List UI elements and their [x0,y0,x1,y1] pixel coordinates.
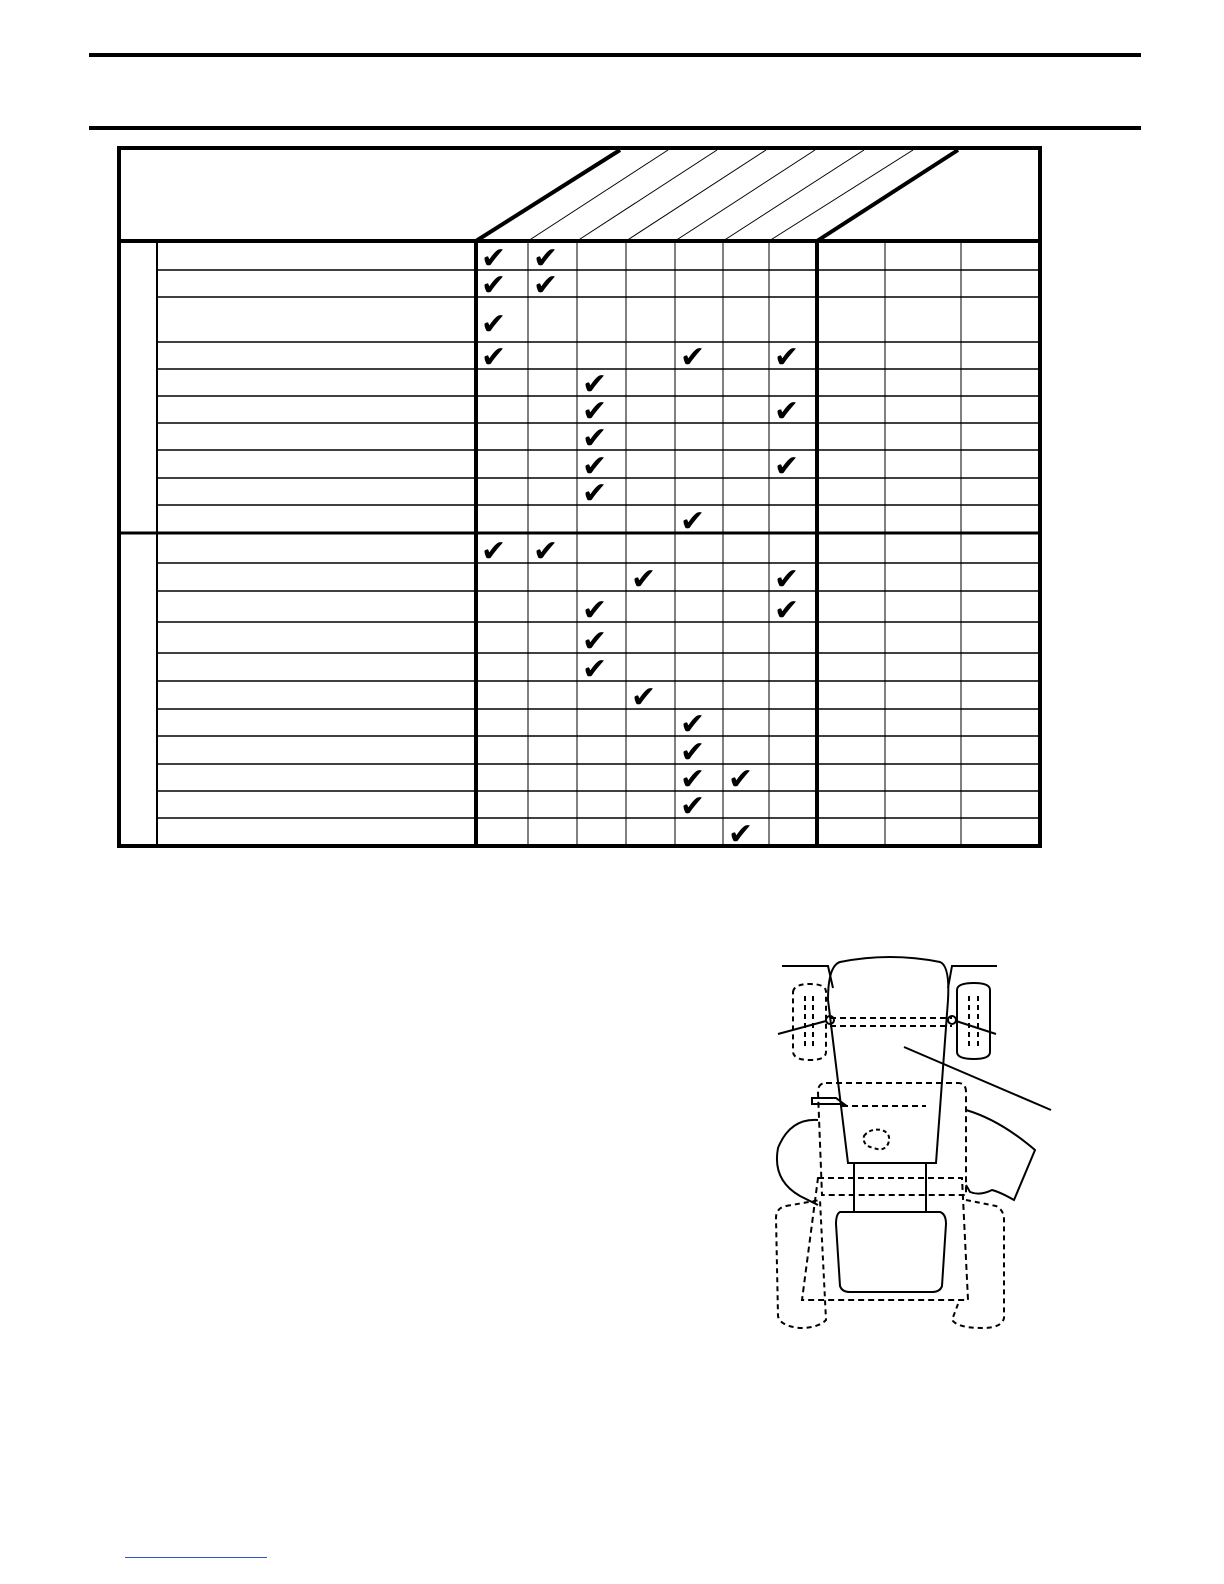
check-mark-icon: ✔ [774,562,800,597]
fuel-cap [864,1130,889,1150]
check-mark-icon: ✔ [481,241,507,276]
check-mark-icon: ✔ [680,735,706,770]
hood-outline [828,957,948,1163]
check-mark-icon: ✔ [582,624,608,659]
seat-column [854,1163,926,1212]
leader-line-hood [904,1047,1051,1110]
rear-wheel-left [776,1200,826,1328]
check-mark-icon: ✔ [481,307,507,342]
check-mark-icon: ✔ [774,449,800,484]
check-mark-icon: ✔ [680,504,706,539]
check-mark-icon: ✔ [582,449,608,484]
check-mark-icon: ✔ [533,534,559,569]
check-mark-icon: ✔ [582,476,608,511]
check-mark-icon: ✔ [680,707,706,742]
check-mark-icon: ✔ [481,534,507,569]
discharge-chute [966,1110,1035,1200]
check-mark-icon: ✔ [774,340,800,375]
check-mark-icon: ✔ [481,268,507,303]
check-mark-icon: ✔ [533,268,559,303]
blade-housing-left [777,1120,818,1205]
front-wheel-right [957,983,990,1059]
seat [836,1212,946,1292]
check-mark-icon: ✔ [680,789,706,824]
check-mark-icon: ✔ [728,762,754,797]
check-mark-icon: ✔ [680,762,706,797]
rear-wheel-right [952,1200,1004,1328]
leader-line-left [778,1021,826,1034]
check-mark-icon: ✔ [481,340,507,375]
check-mark-icon: ✔ [582,394,608,429]
front-axle [830,1018,952,1026]
check-mark-icon: ✔ [680,340,706,375]
check-mark-icon: ✔ [582,421,608,456]
check-mark-icon: ✔ [582,593,608,628]
check-mark-icon: ✔ [582,367,608,402]
check-mark-icon: ✔ [631,680,657,715]
check-mark-icon: ✔ [631,562,657,597]
footer-link-underline [125,1557,267,1558]
check-mark-icon: ✔ [533,241,559,276]
check-mark-icon: ✔ [774,394,800,429]
check-mark-icon: ✔ [774,593,800,628]
check-mark-icon: ✔ [728,817,754,852]
ground-line-right [948,966,997,988]
check-mark-icon: ✔ [582,652,608,687]
